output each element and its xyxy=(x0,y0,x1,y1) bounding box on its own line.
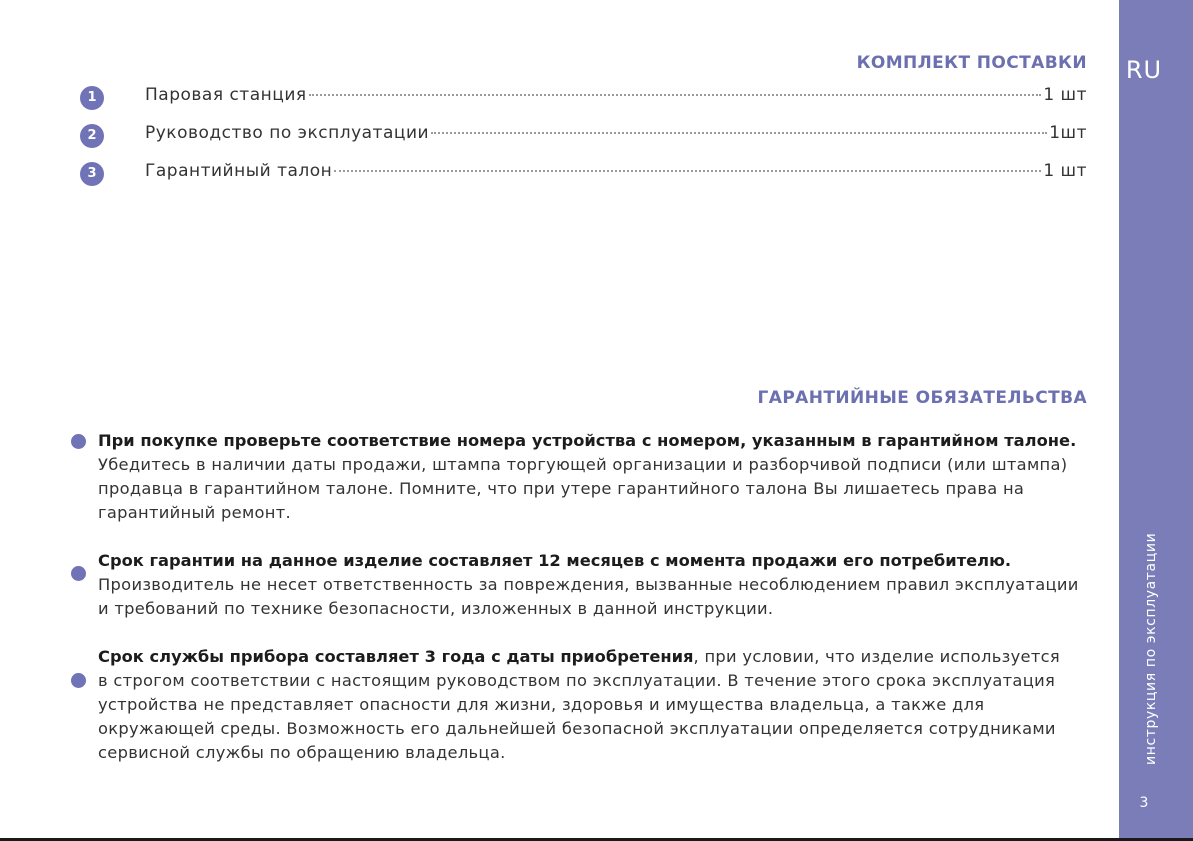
kit-section-title: КОМПЛЕКТ ПОСТАВКИ xyxy=(856,53,1087,73)
warranty-paragraph xyxy=(98,429,1088,525)
warranty-paragraph xyxy=(98,549,1088,621)
paragraph-lead: Срок службы прибора составляет 3 года с даты приобретения xyxy=(98,647,694,666)
dot-leader xyxy=(309,94,1042,96)
kit-item-name: Руководство по эксплуатации xyxy=(145,123,430,143)
bullet-icon xyxy=(71,673,86,688)
paragraph-body: Убедитесь в наличии даты продажи, штампа торгующей организации и разборчивой подписи (или штампа) продавца в гарантийном талоне. Помните, что при утере гарантийного талона Вы лишаетесь права на гарантийный ремонт. xyxy=(98,455,1068,522)
warranty-section-title: ГАРАНТИЙНЫЕ ОБЯЗАТЕЛЬСТВА xyxy=(757,388,1087,408)
kit-item xyxy=(80,85,1087,111)
kit-item-number-badge: 3 xyxy=(80,162,104,186)
paragraph-body: , при условии, что изделие используется в строгом соответствии с настоящим руководством по эксплуатации. В течение этого срока эксплуатация устройства не представляет опасности для жизни, здоровья и имущества владельца, а также для окружающей среды. Возможность его дальнейшей безопасной эксплуатации определяется сотрудниками сервисной службы по обращению владельца. xyxy=(98,647,1060,762)
kit-item-name: Гарантийный талон xyxy=(145,161,333,181)
kit-item-name: Паровая станция xyxy=(145,85,307,105)
paragraph-lead: Срок гарантии на данное изделие составляет 12 месяцев с момента продажи его потребителю. xyxy=(98,551,1012,570)
kit-item-quantity: 1шт xyxy=(1049,123,1087,143)
page-number: 3 xyxy=(1139,795,1149,811)
bullet-icon xyxy=(71,566,86,581)
kit-item-quantity: 1 шт xyxy=(1043,161,1087,181)
kit-item xyxy=(80,161,1087,187)
dot-leader xyxy=(431,132,1047,134)
kit-item xyxy=(80,123,1087,149)
paragraph-lead: При покупке проверьте соответствие номера устройства с номером, указанным в гарантийном талоне. xyxy=(98,431,1077,450)
dot-leader xyxy=(334,170,1041,172)
language-label: RU xyxy=(1125,56,1163,84)
warranty-paragraph xyxy=(98,645,1063,765)
kit-item-number-badge: 2 xyxy=(80,124,104,148)
side-tab xyxy=(1119,0,1193,838)
bullet-icon xyxy=(71,434,86,449)
paragraph-body: Производитель не несет ответственность за повреждения, вызванные несоблюдением правил эксплуатации и требований по технике безопасности, изложенных в данной инструкции. xyxy=(98,575,1079,618)
kit-item-quantity: 1 шт xyxy=(1043,85,1087,105)
kit-item-number-badge: 1 xyxy=(80,86,104,110)
manual-title-vertical: инструкция по эксплуатации xyxy=(1143,532,1159,765)
